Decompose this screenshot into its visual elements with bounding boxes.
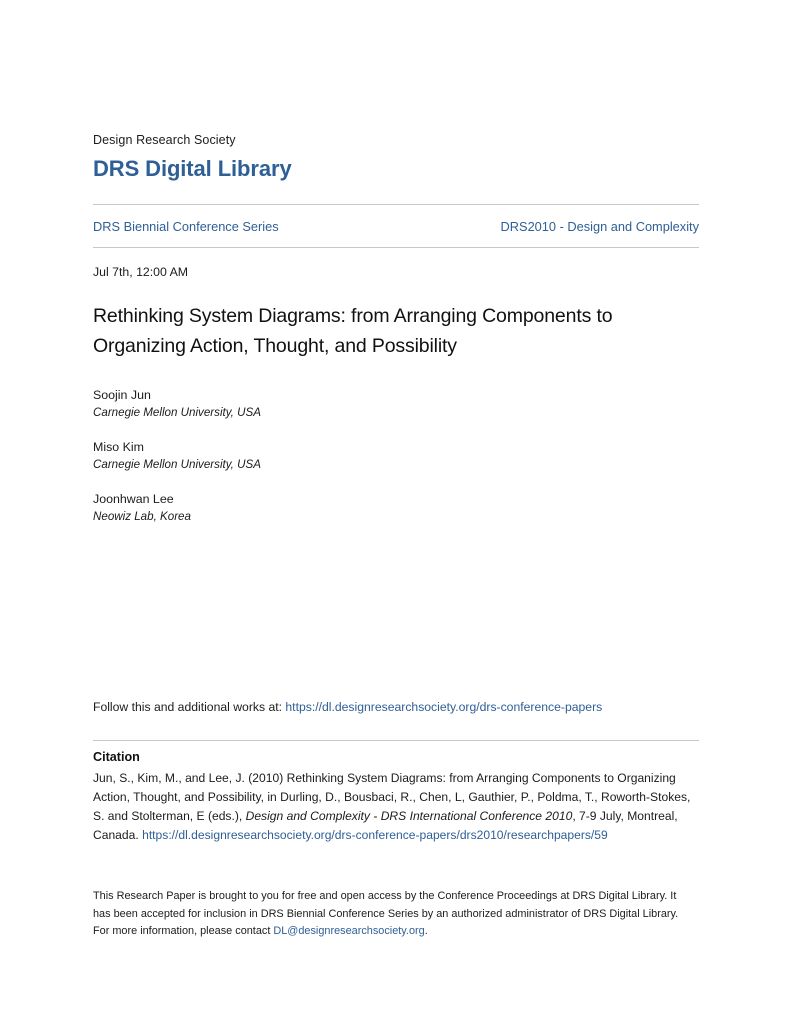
author-name: Joonhwan Lee bbox=[93, 491, 174, 506]
author-entry bbox=[93, 491, 699, 526]
author-entry bbox=[93, 387, 699, 422]
citation-heading: Citation bbox=[93, 750, 140, 764]
series-link-right[interactable]: DRS2010 - Design and Complexity bbox=[500, 218, 699, 234]
page-title: Rethinking System Diagrams: from Arranging Components to Organizing Action, Thought, and Possibility bbox=[93, 304, 613, 357]
series-link-left[interactable]: DRS Biennial Conference Series bbox=[93, 218, 279, 234]
follow-works-label: Follow this and additional works at: bbox=[93, 700, 283, 714]
author-name: Miso Kim bbox=[93, 440, 144, 455]
contact-email-link[interactable]: DL@designresearchsociety.org bbox=[273, 925, 425, 938]
divider-citation bbox=[93, 740, 699, 741]
publication-date: Jul 7th, 12:00 AM bbox=[93, 264, 189, 279]
citation-text-part-2: , 7-9 July, Montreal, Canada. bbox=[93, 809, 678, 843]
follow-works-link[interactable]: https://dl.designresearchsociety.org/drs-conference-papers bbox=[285, 700, 603, 714]
follow-works-row bbox=[93, 700, 699, 714]
citation-source-title: Design and Complexity - DRS International Conference 2010 bbox=[245, 809, 573, 824]
divider-under-series bbox=[93, 247, 699, 248]
citation-text-part-1: Jun, S., Kim, M., and Lee, J. (2010) Rethinking System Diagrams: from Arranging Components to Organizing Action, Thought, and Possibility, in Durling, D., Bousbaci, R., Chen, L, Gauthier, P., Poldma, T., Roworth-Stokes, S. and Stolterman, E (eds.), bbox=[93, 771, 691, 824]
series-row bbox=[93, 205, 699, 247]
author-entry bbox=[93, 439, 699, 474]
organization-name: Design Research Society bbox=[93, 133, 236, 147]
author-name: Soojin Jun bbox=[93, 388, 151, 403]
citation-link[interactable]: https://dl.designresearchsociety.org/drs-conference-papers/drs2010/researchpapers/59 bbox=[142, 828, 608, 843]
citation-text bbox=[93, 769, 699, 845]
library-title: DRS Digital Library bbox=[93, 155, 292, 181]
access-statement-text-2: . bbox=[424, 925, 428, 938]
author-affiliation: Carnegie Mellon University, USA bbox=[93, 406, 261, 420]
citation-section bbox=[93, 750, 699, 845]
author-list bbox=[93, 387, 699, 525]
access-statement-text-1: This Research Paper is brought to you for free and open access by the Conference Proceedings at DRS Digital Library. It has been accepted for inclusion in DRS Biennial Conference Series by an authorized administrator of DRS Digital Library. For more information, please contact bbox=[93, 890, 679, 938]
author-affiliation: Neowiz Lab, Korea bbox=[93, 509, 191, 523]
document-header-block bbox=[93, 132, 699, 543]
access-statement bbox=[93, 888, 693, 941]
author-affiliation: Carnegie Mellon University, USA bbox=[93, 458, 261, 472]
